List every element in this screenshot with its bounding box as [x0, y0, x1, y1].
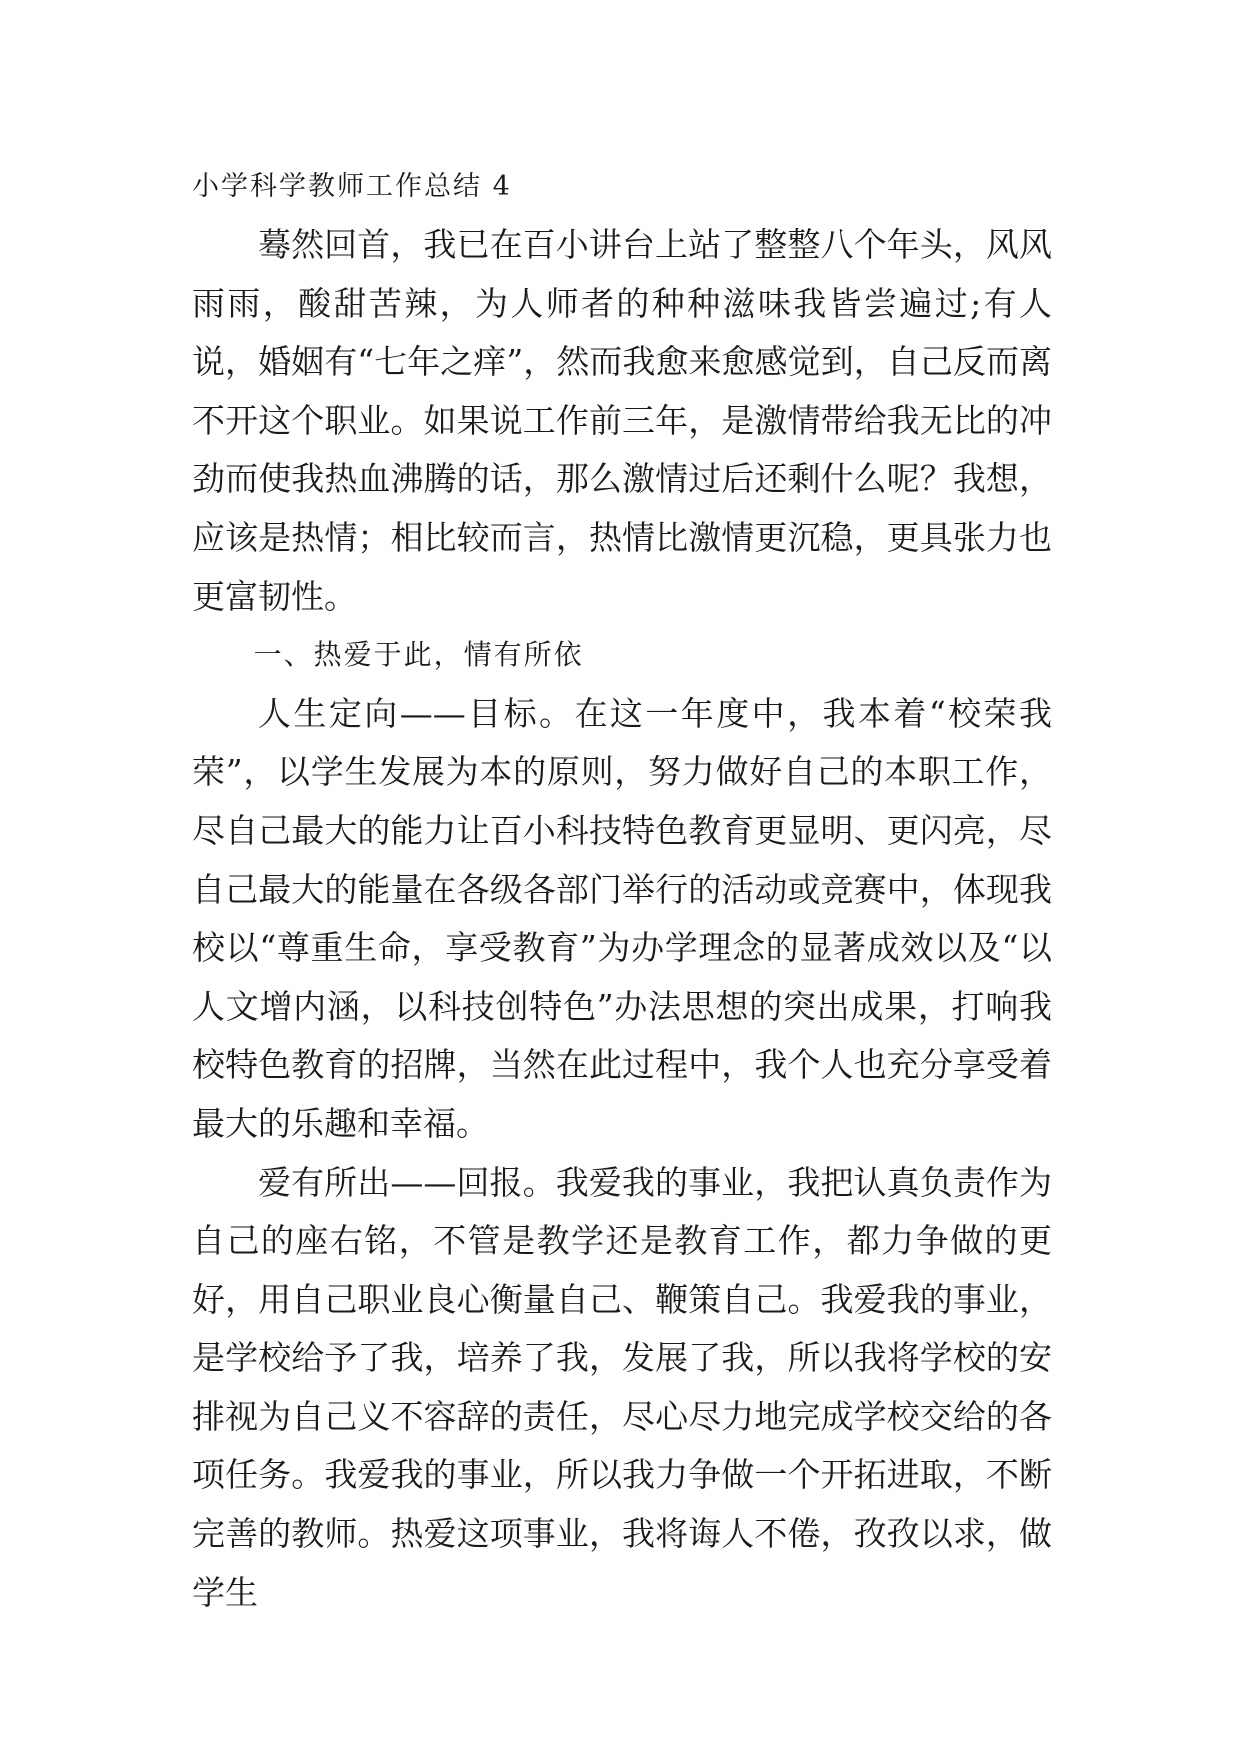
paragraph-goal: 人生定向——目标。在这一年度中，我本着“校荣我荣”，以学生发展为本的原则，努力做好自己的本职工作，尽自己最大的能力让百小科技特色教育更显明、更闪亮，尽自己最大的能量在各级各部门举行的活动或竞赛中，体现我校以“尊重生命，享受教育”为办学理念的显著成效以及“以人文增内涵，以科技创特色”办法思想的突出成果，打响我校特色教育的招牌，当然在此过程中，我个人也充分享受着最大的乐趣和幸福。 — [192, 693, 1052, 1143]
paragraph-intro: 蓦然回首，我已在百小讲台上站了整整八个年头，风风雨雨，酸甜苦辣，为人师者的种种滋味我皆尝遍过;有人说，婚姻有“七年之痒”，然而我愈来愈感觉到，自己反而离不开这个职业。如果说工作前三年，是激情带给我无比的冲劲而使我热血沸腾的话，那么激情过后还剩什么呢？我想，应该是热情；相比较而言，热情比激情更沉稳，更具张力也更富韧性。 — [192, 225, 1052, 616]
document-title: 小学科学教师工作总结 4 — [192, 171, 512, 202]
paragraph-return: 爱有所出——回报。我爱我的事业，我把认真负责作为自己的座右铭，不管是教学还是教育工作，都力争做的更好，用自己职业良心衡量自己、鞭策自己。我爱我的事业，是学校给予了我，培养了我，发展了我，所以我将学校的安排视为自己义不容辞的责任，尽心尽力地完成学校交给的各项任务。我爱我的事业，所以我力争做一个开拓进取，不断完善的教师。热爱这项事业，我将诲人不倦，孜孜以求，做学生 — [192, 1162, 1052, 1612]
document-body — [192, 158, 1052, 1622]
section-heading: 一、热爱于此，情有所依 — [253, 638, 584, 672]
